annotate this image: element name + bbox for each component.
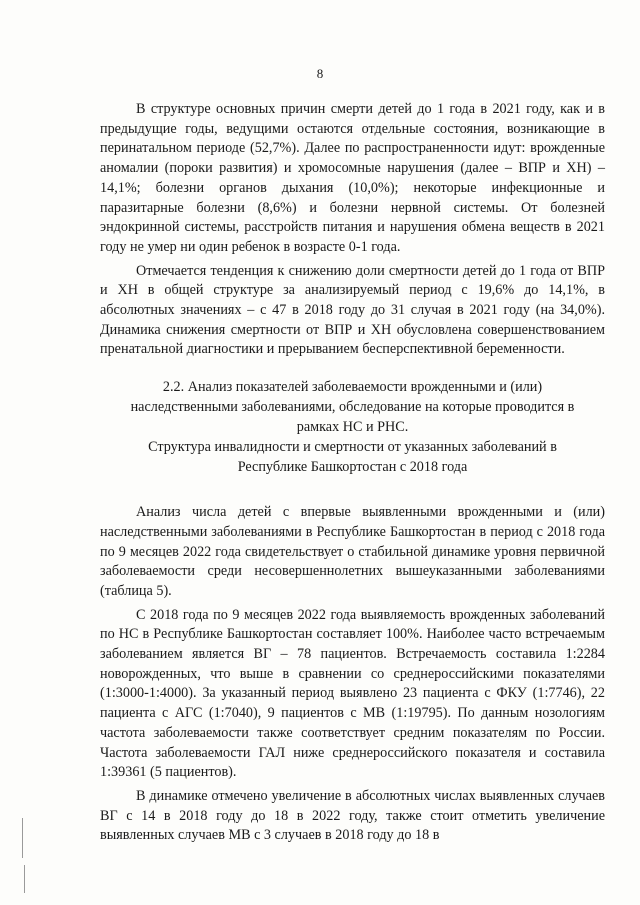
section-heading <box>100 377 605 477</box>
paragraph-analysis: Анализ числа детей с впервые выявленными врожденными и (или) наследственными заболеваниями в Республике Башкортостан в период с 2018 года по 9 месяцев 2022 года свидетельствует о стабильной динамике уровня первичной заболеваемости среди несовершеннолетних вышеуказанными заболеваниями (таблица 5). <box>100 504 605 599</box>
section-subheading-line: Республике Башкортостан с 2018 года <box>237 459 468 476</box>
paragraph-causes-of-death: В структуре основных причин смерти детей до 1 года в 2021 году, как и в предыдущие годы, ведущими остаются отдельные состояния, возникающие в перинатальном периоде (52,7%). Далее по распространенности идут: врожденные аномалии (пороки развития) и хромосомные нарушения (далее – ВПР и ХН) – 14,1%; болезни органов дыхания (10,0%); некоторые инфекционные и паразитарные болезни (8,6%) и болезни нервной системы. От болезней эндокринной системы, расстройств питания и нарушения обмена веществ в 2021 году не умер ни один ребенок в возрасте 0-1 года. <box>100 101 605 255</box>
page-number: 8 <box>316 66 324 81</box>
section-heading-line: рамках НС и РНС. <box>296 419 409 436</box>
section-subheading-line: Структура инвалидности и смертности от указанных заболеваний в <box>148 439 557 456</box>
paragraph-detection-rate: С 2018 года по 9 месяцев 2022 года выявляемость врожденных заболеваний по НС в Республике Башкортостан составляет 100%. Наиболее часто встречаемым заболеванием является ВГ – 78 пациентов. Встречаемость составила 1:2284 новорожденных, что выше в сравнении со среднероссийскими показателями (1:3000-1:4000). За указанный период выявлено 23 пациента с ФКУ (1:7746), 22 пациента с АГС (1:7040), 9 пациентов с МВ (1:19795). По данным нозологиям частота заболеваемости также соответствует средним показателям по России. Частота заболеваемости ГАЛ ниже среднероссийского показателя и составила 1:39361 (5 пациентов). <box>100 606 605 781</box>
scan-margin-mark <box>22 818 23 858</box>
paragraph-dynamics: В динамике отмечено увеличение в абсолютных числах выявленных случаев ВГ с 14 в 2018 году до 18 в 2022 году, также стоит отметить увеличение выявленных случаев МВ с 3 случаев в 2018 году до 18 в <box>100 787 605 844</box>
document-body <box>100 100 605 846</box>
scan-margin-mark <box>24 865 25 893</box>
paragraph-mortality-trend: Отмечается тенденция к снижению доли смертности детей до 1 года от ВПР и ХН в общей структуре за анализируемый период с 19,6% до 14,1%, в абсолютных значениях – с 47 в 2018 году до 31 случая в 2021 году (на 34,0%). Динамика снижения смертности от ВПР и ХН обусловлена совершенствованием пренатальной диагностики и прерыванием бесперспективной беременности. <box>100 262 605 358</box>
section-heading-line: наследственными заболеваниями, обследование на которые проводится в <box>130 399 575 416</box>
section-heading-line: 2.2. Анализ показателей заболеваемости врожденными и (или) <box>162 379 543 396</box>
